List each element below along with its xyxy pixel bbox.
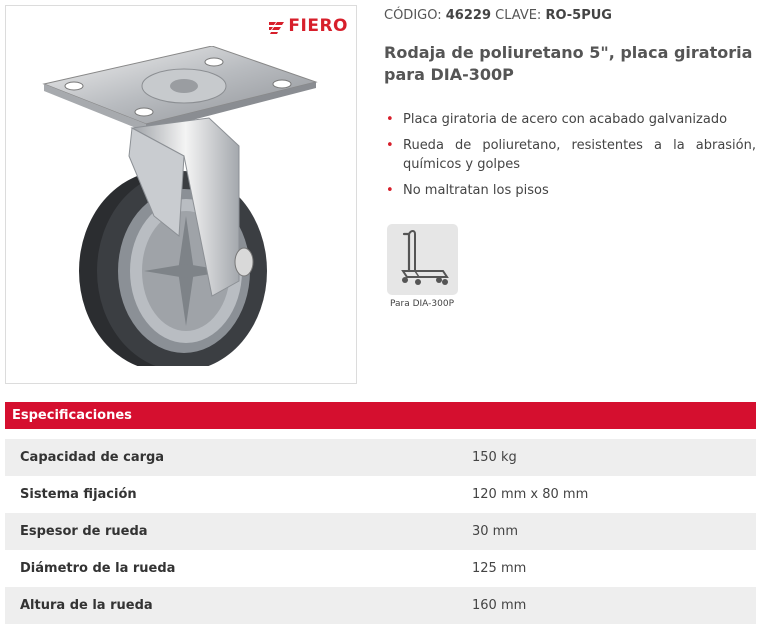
platform-hand-truck-icon [387, 224, 458, 295]
compatibility-label: Para DIA-300P [389, 299, 454, 309]
spec-value: 160 mm [472, 598, 527, 613]
spec-value: 120 mm x 80 mm [472, 487, 589, 502]
brand-name: FIERO [288, 16, 348, 36]
fiero-logo-icon [269, 19, 284, 34]
spec-label: Espesor de rueda [20, 524, 148, 539]
product-code-line [384, 8, 612, 23]
table-row [5, 439, 756, 476]
code-label: CÓDIGO: [384, 8, 442, 23]
spec-value: 150 kg [472, 450, 517, 465]
brand-logo [269, 16, 348, 36]
compatibility-thumbnail [387, 224, 458, 295]
specs-header: Especificaciones [5, 402, 756, 429]
product-code: 46229 [445, 8, 491, 23]
product-key: RO-5PUG [545, 8, 612, 23]
table-row [5, 513, 756, 550]
spec-label: Capacidad de carga [20, 450, 165, 465]
spec-label: Altura de la rueda [20, 598, 153, 613]
spec-label: Sistema fijación [20, 487, 137, 502]
table-row [5, 550, 756, 587]
table-row [5, 476, 756, 513]
spec-value: 30 mm [472, 524, 519, 539]
key-label: CLAVE: [495, 8, 542, 23]
specs-table [5, 439, 756, 624]
feature-item: • Rueda de poliuretano, resistentes a la abrasión, químicos y golpes [384, 136, 756, 174]
feature-list [384, 110, 756, 207]
feature-item: • No maltratan los pisos [384, 181, 756, 200]
feature-item: • Placa giratoria de acero con acabado galvanizado [384, 110, 756, 129]
spec-label: Diámetro de la rueda [20, 561, 176, 576]
spec-value: 125 mm [472, 561, 527, 576]
product-title: Rodaja de poliuretano 5", placa giratoria para DIA-300P [384, 43, 753, 84]
swivel-caster-wheel-icon [34, 46, 334, 366]
table-row [5, 587, 756, 624]
product-image-box [5, 5, 357, 384]
